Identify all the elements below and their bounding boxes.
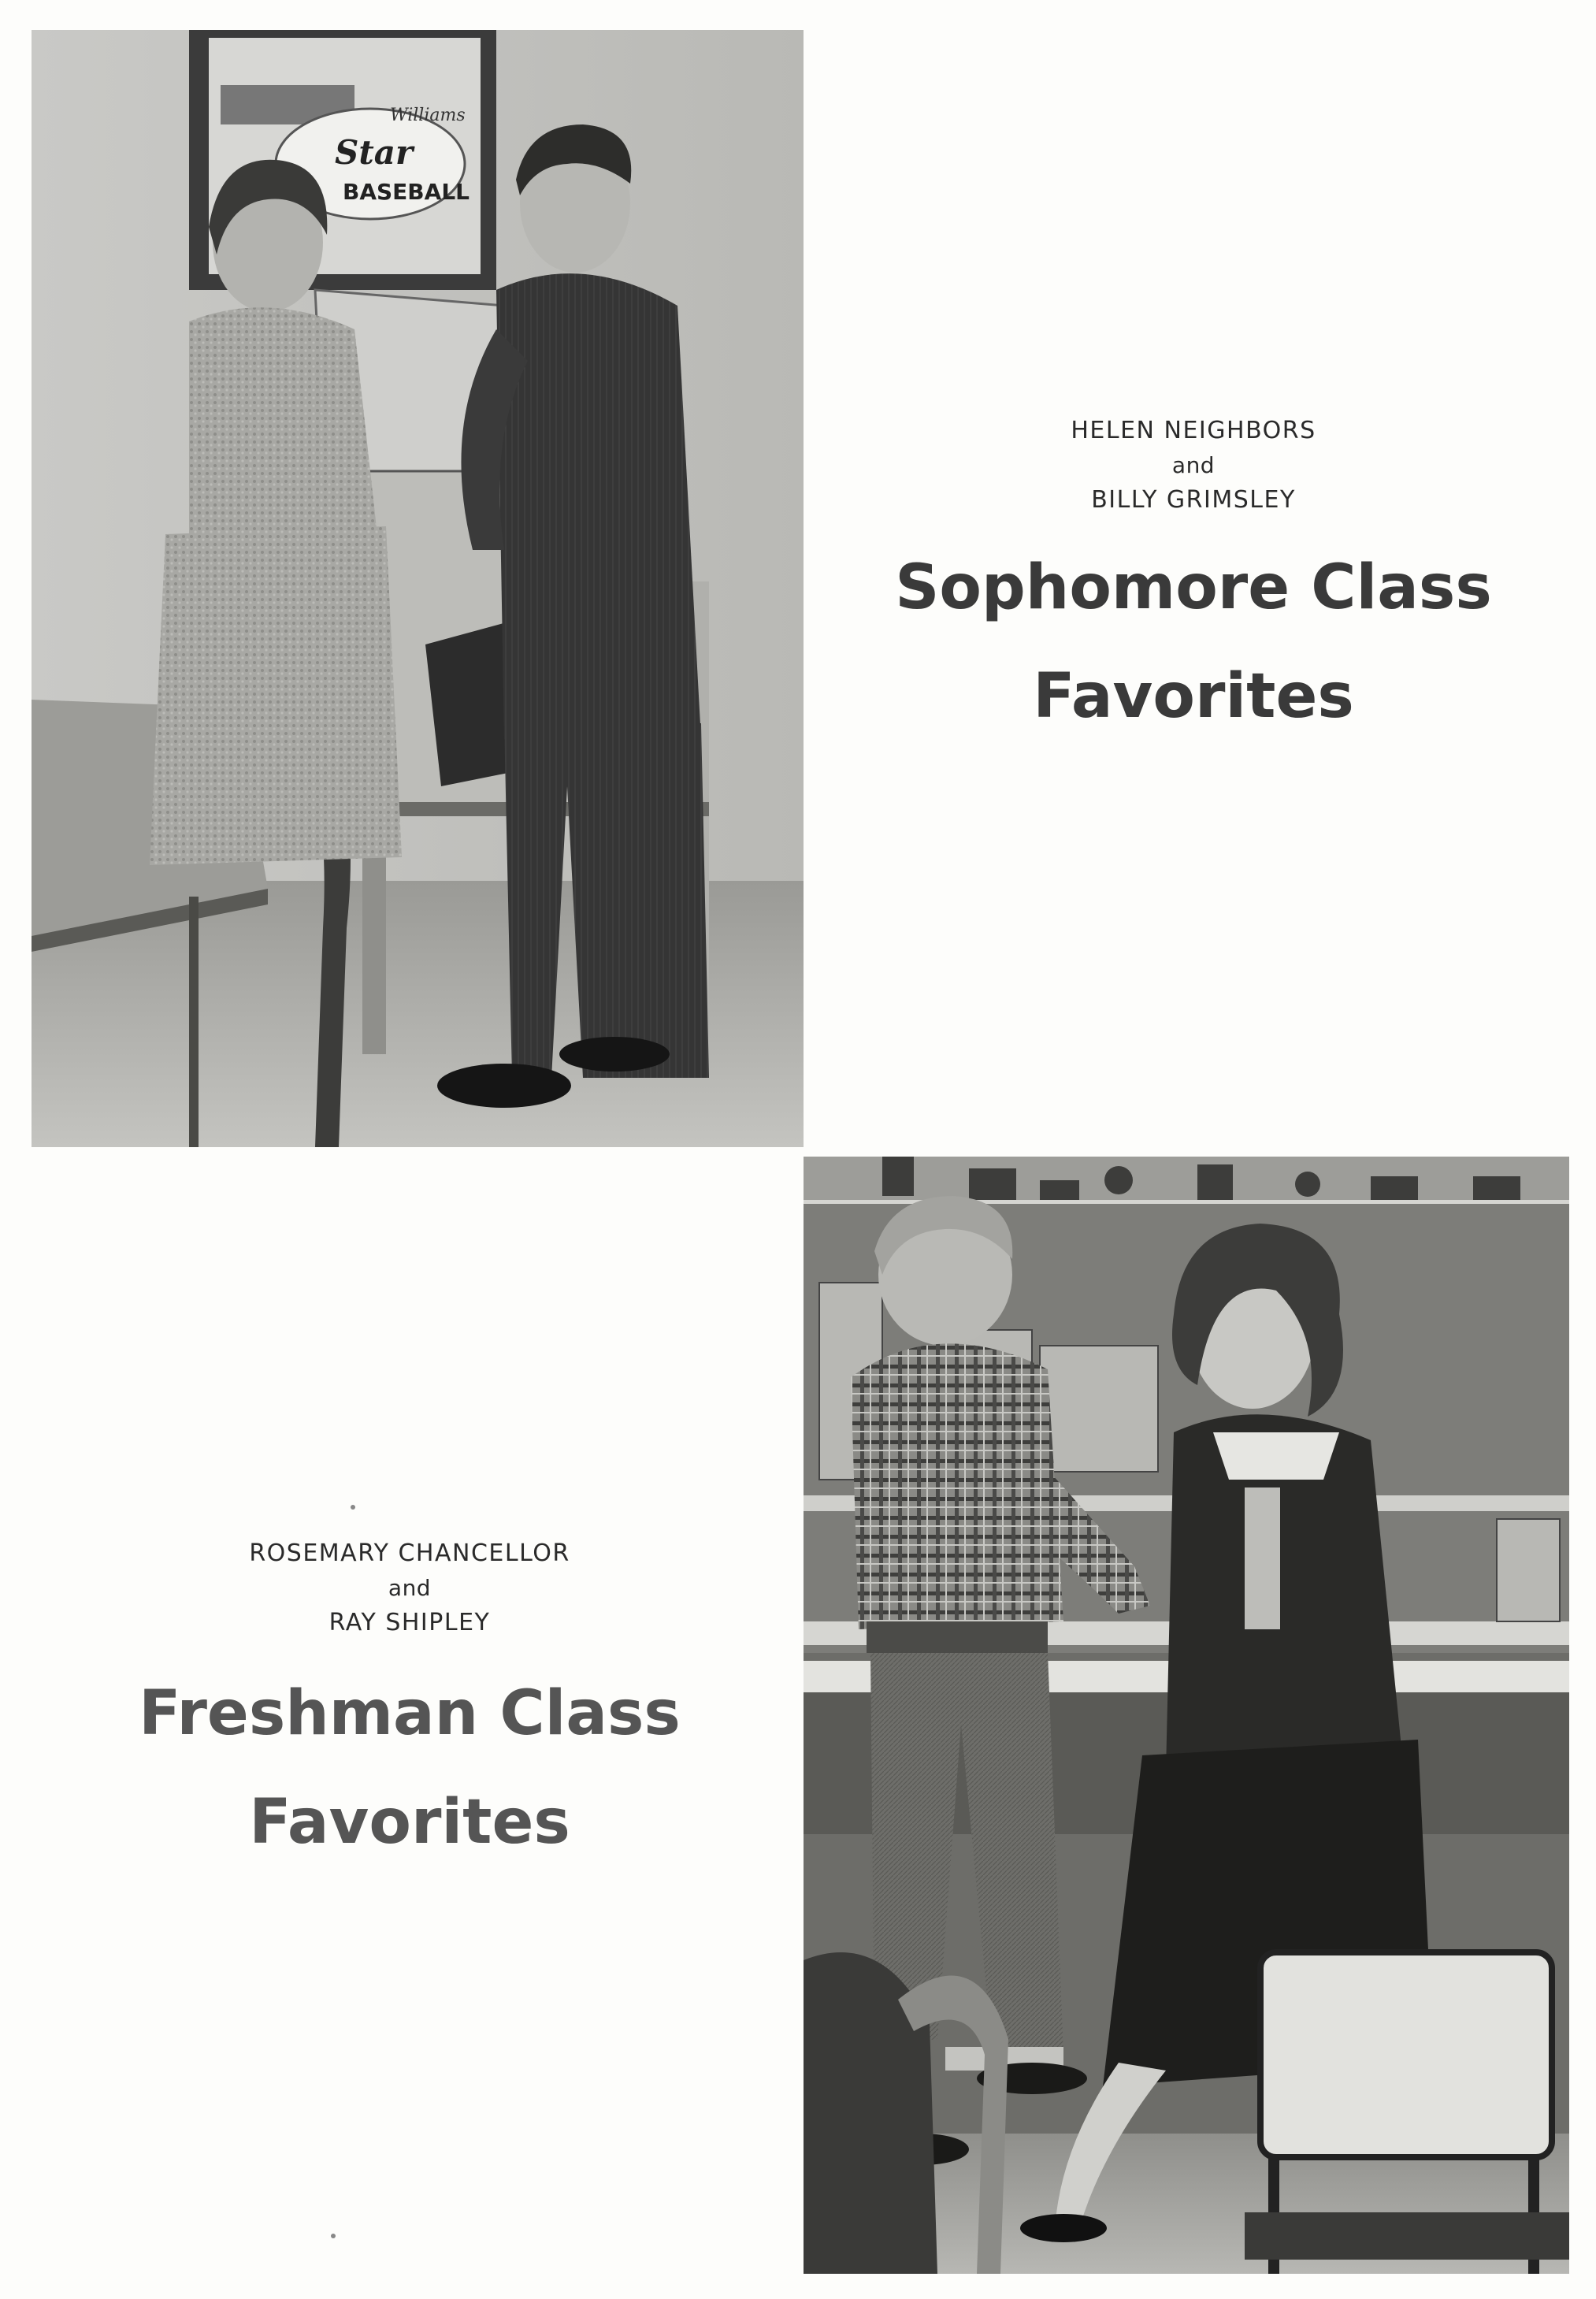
name-conjunction: and <box>388 1575 432 1601</box>
photo-sophomore-image <box>32 30 804 1147</box>
sign-baseball: BASEBALL <box>343 179 470 205</box>
heading-line-1: Freshman Class <box>139 1678 681 1749</box>
heading-line-1: Sophomore Class <box>895 552 1492 623</box>
heading-freshman <box>63 1659 756 1877</box>
names-sophomore <box>851 414 1536 518</box>
name-billy-grimsley: BILLY GRIMSLEY <box>1091 486 1296 514</box>
photo-freshman-image <box>804 1157 1569 2274</box>
name-rosemary-chancellor: ROSEMARY CHANCELLOR <box>249 1539 570 1567</box>
sign-brand: Williams <box>390 106 466 125</box>
name-ray-shipley: RAY SHIPLEY <box>328 1609 491 1636</box>
sign-star: Star <box>335 133 414 172</box>
heading-line-2: Favorites <box>249 1787 570 1858</box>
caption-freshman <box>63 1536 756 1877</box>
name-conjunction: and <box>1171 452 1216 478</box>
caption-sophomore <box>851 414 1536 751</box>
photo-sophomore-favorites <box>32 30 804 1147</box>
heading-line-2: Favorites <box>1033 661 1354 732</box>
names-freshman <box>63 1536 756 1640</box>
scan-speck <box>351 1505 355 1510</box>
name-helen-neighbors: HELEN NEIGHBORS <box>1071 417 1316 444</box>
scan-speck <box>331 2234 336 2238</box>
heading-sophomore <box>851 533 1536 751</box>
photo-freshman-favorites <box>804 1157 1569 2274</box>
